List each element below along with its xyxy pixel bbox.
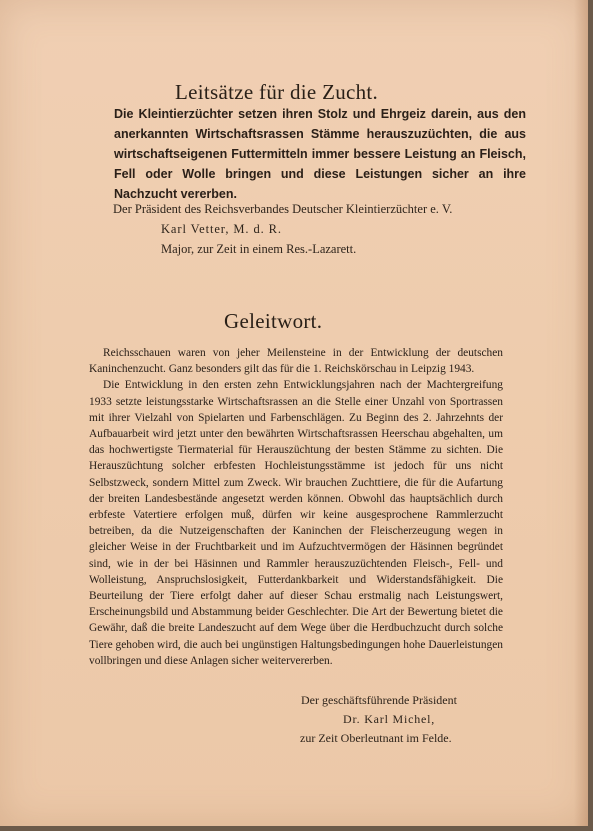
signature-2-note: zur Zeit Oberleutnant im Felde.	[300, 731, 452, 745]
leitsaetze-paragraph: Die Kleintierzüchter setzen ihren Stolz und Ehrgeiz darein, aus den anerkannten Wirtschaftsrassen Stämme herauszuzüchten, die aus wirtschaftseigenen Futtermitteln immer bessere Leistung an Fleisch, Fell oder Wolle bringen und diese Leistungen sicher an ihre Nachzucht vererben.	[114, 107, 526, 201]
page-edge-stain	[574, 0, 588, 826]
geleitwort-body	[89, 345, 503, 669]
signature-1-role: Der Präsident des Reichsverbandes Deutscher Kleintierzüchter e. V.	[113, 202, 453, 216]
geleitwort-paragraph-1: Reichsschauen waren von jeher Meilensteine in der Entwicklung der deutschen Kaninchenzucht. Ganz besonders gilt das für die 1. Reichskörschau in Leipzig 1943.	[89, 347, 503, 376]
signature-1-note: Major, zur Zeit in einem Res.-Lazarett.	[161, 242, 357, 256]
geleitwort-paragraph-2: Die Entwicklung in den ersten zehn Entwicklungsjahren nach der Machtergreifung 1933 setzte leistungsstarke Wirtschaftsrassen an die Stelle einer Unzahl von Sportrassen mit ihrer Vielzahl von Spielarten und Farbenschlägen. Zu Beginn des 2. Jahrzehnts der Aufbauarbeit wird jetzt unter den bewährten Wirtschaftsrassen Heerschau abgehalten, um das hochwertigste Tiermaterial für Herauszüchtung der besten Stämme zu sichten. Die Herauszüchtung solcher erbfesten Hochleistungsstämme ist jedoch für uns nicht Selbstzweck, sondern Mittel zum Zweck. Wir brauchen Zuchttiere, die für die Aufartung der breiten Landesbestände angesetzt werden können. Obwohl das hauptsächlich durch erbfeste Vatertiere erfolgen muß, dürfen wir keine ausgesprochene Rammlerzucht betreiben, da die Nutzeigenschaften der Kaninchen der Fleischerzeugung wegen in gleicher Weise in der Fruchtbarkeit und im Aufzuchtvermögen der Häsinnen begründet sind, wie in der bei Häsinnen und Rammler herauszuzüchtenden Fleisch-, Fell- und Wolleistung, Anspruchslosigkeit, Futterdankbarkeit und Widerstandsfähigkeit. Die Beurteilung der Tiere erfolgt daher auf dieser Schau erstmalig nach Leistungswert, Erscheinungsbild und Abstammung beider Geschlechter. Die Art der Bewertung bietet die Gewähr, daß die breite Landeszucht auf dem Wege über die Herdbuchzucht durch solche Tiere gehoben wird, die auch bei ungünstigen Haltungsbedingungen hohe Dauerleistungen vollbringen und diese Anlagen sicher weitervererben.	[89, 379, 503, 667]
section-title-leitsaetze: Leitsätze für die Zucht.	[175, 80, 379, 104]
signature-2-role: Der geschäftsführende Präsident	[301, 693, 457, 707]
signature-1-name: Karl Vetter, M. d. R.	[161, 222, 282, 236]
signature-2-name: Dr. Karl Michel,	[343, 712, 436, 726]
section-title-geleitwort: Geleitwort.	[224, 309, 323, 333]
